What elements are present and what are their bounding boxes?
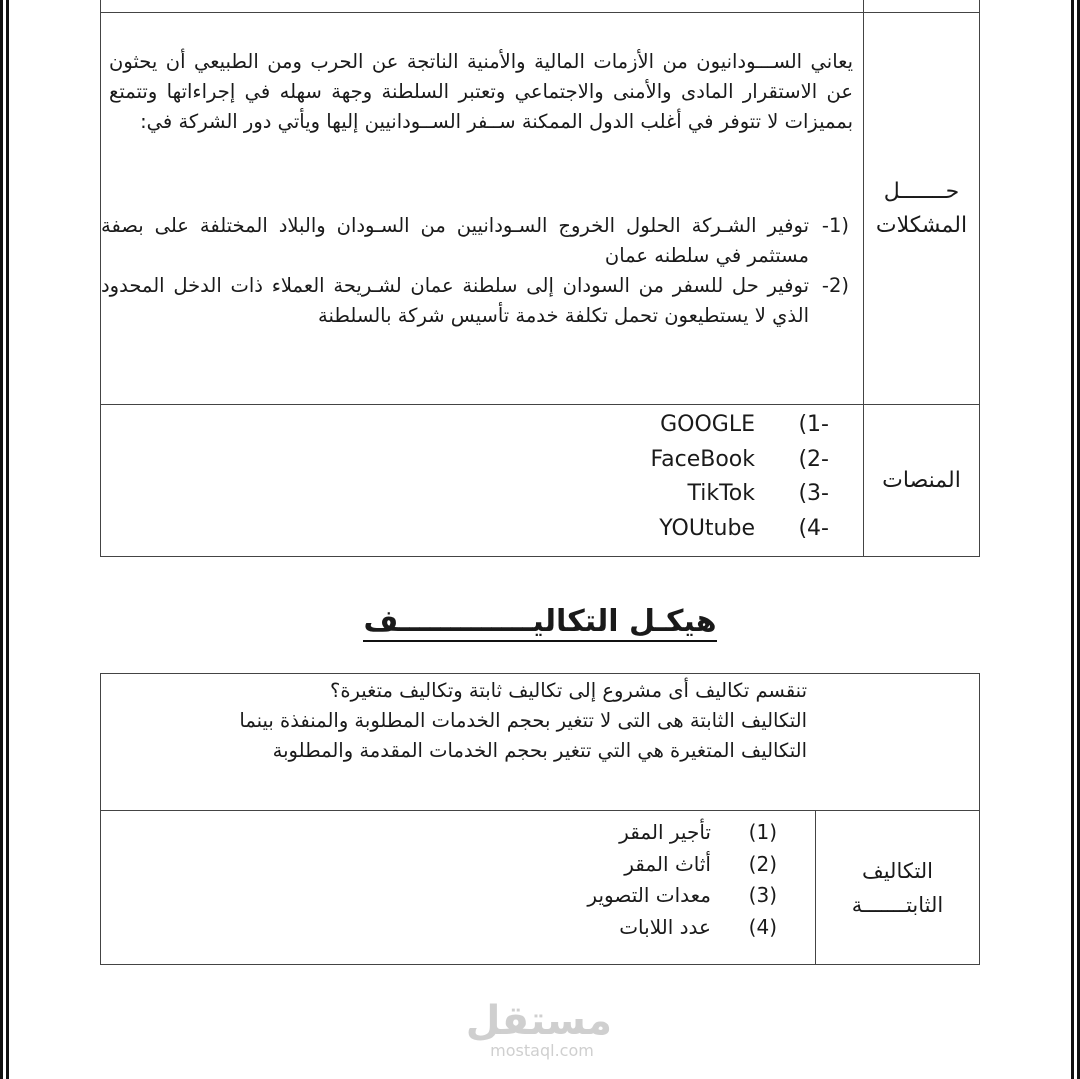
list-item [101,880,815,912]
problems-label-line1: حـــــــل [883,178,960,204]
platform-item [101,443,863,478]
problems-label-line2: المشكلات [875,212,968,238]
list-item-text: عدد اللابات [619,914,711,939]
platforms-row [101,405,980,557]
top-row [101,0,980,13]
list-item-text: توفير حل للسفر من السودان إلى سلطنة عمان لشـريحة العملاء ذات الدخل المحدود الذي لا يستطيعون تحمل تكلفة خدمة تأسيس شركة بالسلطنة [101,274,809,327]
platform-number: -1) [798,412,829,437]
platform-item [101,512,863,547]
cost-intro-row [101,674,980,811]
fixed-costs-label [816,811,980,965]
list-item [101,912,815,944]
fixed-costs-label-line1: التكاليف [861,858,934,883]
problems-list [101,211,863,331]
mostaql-logo: مستقل [465,998,612,1044]
platform-item [101,408,863,443]
plan-table [100,0,980,557]
list-item-number: (1) [748,820,777,844]
cost-structure-heading [0,604,1080,639]
cost-structure-heading-text: هيكـل التكاليـــــــــــــف [363,604,716,642]
list-item-text: تأجير المقر [619,820,711,844]
list-item-text: أثاث المقر [624,851,711,876]
mostaql-watermark [465,998,612,1060]
page-border-right [1071,0,1080,1079]
list-item [101,817,815,849]
platform-name: GOOGLE [660,412,755,437]
list-item [101,849,815,881]
platforms-content [101,405,864,557]
list-item-number: (3) [748,883,777,907]
cost-intro-line3: التكاليف المتغيرة هي التي تتغير بحجم الخدمات المقدمة والمطلوبة [272,739,807,762]
cost-table [100,673,980,965]
list-item-number: (2) [748,851,777,876]
problems-row [101,13,980,405]
platform-name: TikTok [687,481,755,506]
platform-item [101,477,863,512]
platform-number: -2) [798,446,829,472]
platform-number: -4) [798,515,829,541]
list-item-number: (1- [821,214,849,237]
cost-intro-line1: تنقسم تكاليف أى مشروع إلى تكاليف ثابتة وتكاليف متغيرة؟ [329,679,807,702]
problems-intro: يعاني الســـودانيون من الأزمات المالية والأمنية الناتجة عن الحرب ومن الطبيعي أن يحثون عن الاستقرار المادى والأمنى والاجتماعي وتعتبر السلطنة وجهة سهله في إجراءاتها وتتمتع بمميزات لا تتوفر في أغلب الدول الممكنة ســفر الســودانيين إليها ويأتي دور الشركة في: [109,50,853,133]
fixed-costs-list [101,811,815,943]
list-item [101,271,849,331]
fixed-costs-label-line2: الثابتـــــــة [851,892,944,917]
platform-number: -3) [798,481,829,506]
platforms-list [101,408,863,546]
mostaql-url: mostaql.com [490,1041,594,1060]
cost-intro-cell [101,674,980,811]
platform-name: FaceBook [650,446,755,472]
problems-label [864,13,980,405]
platforms-label: المنصات [864,405,980,557]
platform-name: YOUtube [659,515,755,541]
cost-intro-line2: التكاليف الثابتة هى التى لا تتغير بحجم الخدمات المطلوبة والمنفذة بينما [239,709,807,732]
list-item-text: معدات التصوير [587,883,711,907]
list-item [101,211,849,271]
page-border-left [0,0,9,1079]
fixed-costs-row [101,811,980,965]
list-item-number: (2- [821,274,849,297]
list-item-number: (4) [748,914,777,939]
fixed-costs-content [101,811,816,965]
list-item-text: توفير الشـركة الحلول الخروج السـودانيين من السـودان والبلاد المختلفة على بصفة مستثمر في سلطنه عمان [101,214,809,267]
problems-content [101,13,864,405]
